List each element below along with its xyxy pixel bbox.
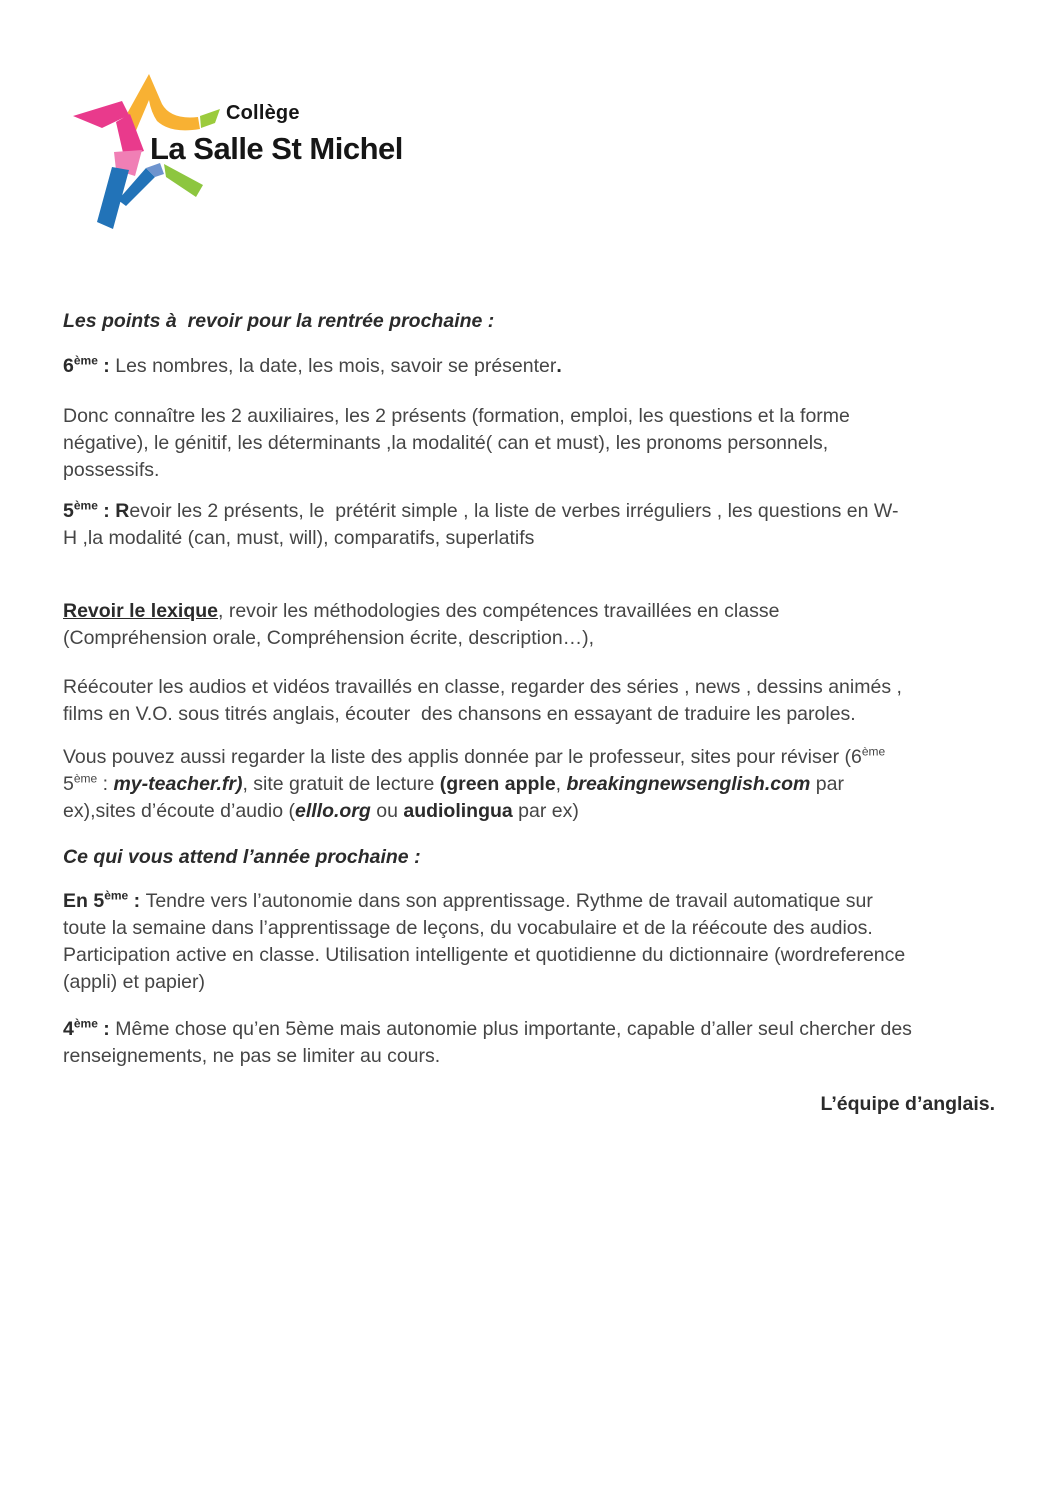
text-run: En 5 xyxy=(63,890,105,912)
text-run: renseignements, ne pas se limiter au cours. xyxy=(63,1045,441,1067)
logo-college-label: Collège xyxy=(226,102,300,124)
text-run: , xyxy=(555,773,567,795)
text-run: ème xyxy=(73,1016,98,1031)
text-run: : xyxy=(97,500,116,522)
text-run: : xyxy=(97,773,114,795)
text-run: audiolingua xyxy=(403,800,513,822)
text-run: ex),sites d’écoute d’audio ( xyxy=(63,800,295,822)
text-run: Les points à revoir pour la rentrée prochaine : xyxy=(63,310,495,332)
text-run: elllo.org xyxy=(294,800,371,822)
text-run: ème xyxy=(861,744,886,759)
text-run: : xyxy=(97,355,116,377)
para-applis-sites xyxy=(63,744,995,825)
text-run: H ,la modalité (can, must, will), comparatifs, superlatifs xyxy=(63,527,535,549)
text-run: par ex) xyxy=(512,800,579,822)
text-run: 4 xyxy=(63,1018,74,1040)
text-run: ème xyxy=(104,888,129,903)
text-run: ème xyxy=(73,771,98,786)
text-run: toute la semaine dans l’apprentissage de leçons, du vocabulaire et de la réécoute des audios. xyxy=(63,917,873,939)
text-run: par xyxy=(810,773,844,795)
text-run: Revoir le lexique xyxy=(63,600,218,622)
text-run: Réécouter les audios et vidéos travaillés en classe, regarder des séries , news , dessins animés , xyxy=(63,676,902,698)
text-run: (Compréhension orale, Compréhension écrite, description…), xyxy=(63,627,595,649)
text-run: . xyxy=(556,355,562,377)
text-run: films en V.O. sous titrés anglais, écouter des chansons en essayant de traduire les paroles. xyxy=(63,703,856,725)
para-en-5eme xyxy=(63,888,995,996)
text-run: , site gratuit de lecture xyxy=(242,773,440,795)
text-run: Donc connaître les 2 auxiliaires, les 2 présents (formation, emploi, les questions et la forme xyxy=(63,405,850,427)
text-run: Vous pouvez aussi regarder la liste des applis donnée par le professeur, sites pour réviser (6 xyxy=(63,746,862,768)
text-run: Les nombres, la date, les mois, savoir se présenter xyxy=(115,355,557,377)
heading-annee-prochaine xyxy=(63,844,995,871)
text-run: ème xyxy=(73,353,98,368)
para-4eme xyxy=(63,1016,995,1070)
text-run: Même chose qu’en 5ème mais autonomie plus importante, capable d’aller seul chercher des xyxy=(115,1018,912,1040)
text-run: , revoir les méthodologies des compétences travaillées en classe xyxy=(217,600,780,622)
text-run: Tendre vers l’autonomie dans son apprentissage. Rythme de travail automatique sur xyxy=(145,890,873,912)
text-run: R xyxy=(115,500,130,522)
text-run: breakingnewsenglish.com xyxy=(566,773,811,795)
para-reecouter xyxy=(63,674,995,728)
text-run: négative), le génitif, les déterminants ,la modalité( can et must), les pronoms personnels, xyxy=(63,432,829,454)
text-run: L’équipe d’anglais. xyxy=(820,1093,995,1115)
text-run: 5 xyxy=(63,500,74,522)
text-run: evoir les 2 présents, le prétérit simple , la liste de verbes irréguliers , les questions en W- xyxy=(129,500,899,522)
para-6eme xyxy=(63,353,995,380)
text-run: ème xyxy=(73,498,98,513)
heading-points-a-revoir xyxy=(63,308,995,335)
document-body xyxy=(63,0,995,1118)
text-run: possessifs. xyxy=(63,459,160,481)
para-5eme xyxy=(63,498,995,552)
text-run: Ce qui vous attend l’année prochaine : xyxy=(63,846,421,868)
logo-school-name: La Salle St Michel xyxy=(150,131,403,166)
text-run: my-teacher.fr) xyxy=(113,773,243,795)
text-run: : xyxy=(128,890,146,912)
para-revoir-lexique xyxy=(63,598,995,652)
para-donc-connaitre xyxy=(63,403,995,484)
signature-equipe-anglais xyxy=(63,1091,995,1118)
text-run: 5 xyxy=(63,773,74,795)
text-run: (green apple xyxy=(439,773,556,795)
text-run: ou xyxy=(370,800,404,822)
text-run: (appli) et papier) xyxy=(63,971,205,993)
text-run: : xyxy=(97,1018,116,1040)
text-run: 6 xyxy=(63,355,74,377)
text-run: Participation active en classe. Utilisation intelligente et quotidienne du dictionnaire (wordreference xyxy=(63,944,906,966)
